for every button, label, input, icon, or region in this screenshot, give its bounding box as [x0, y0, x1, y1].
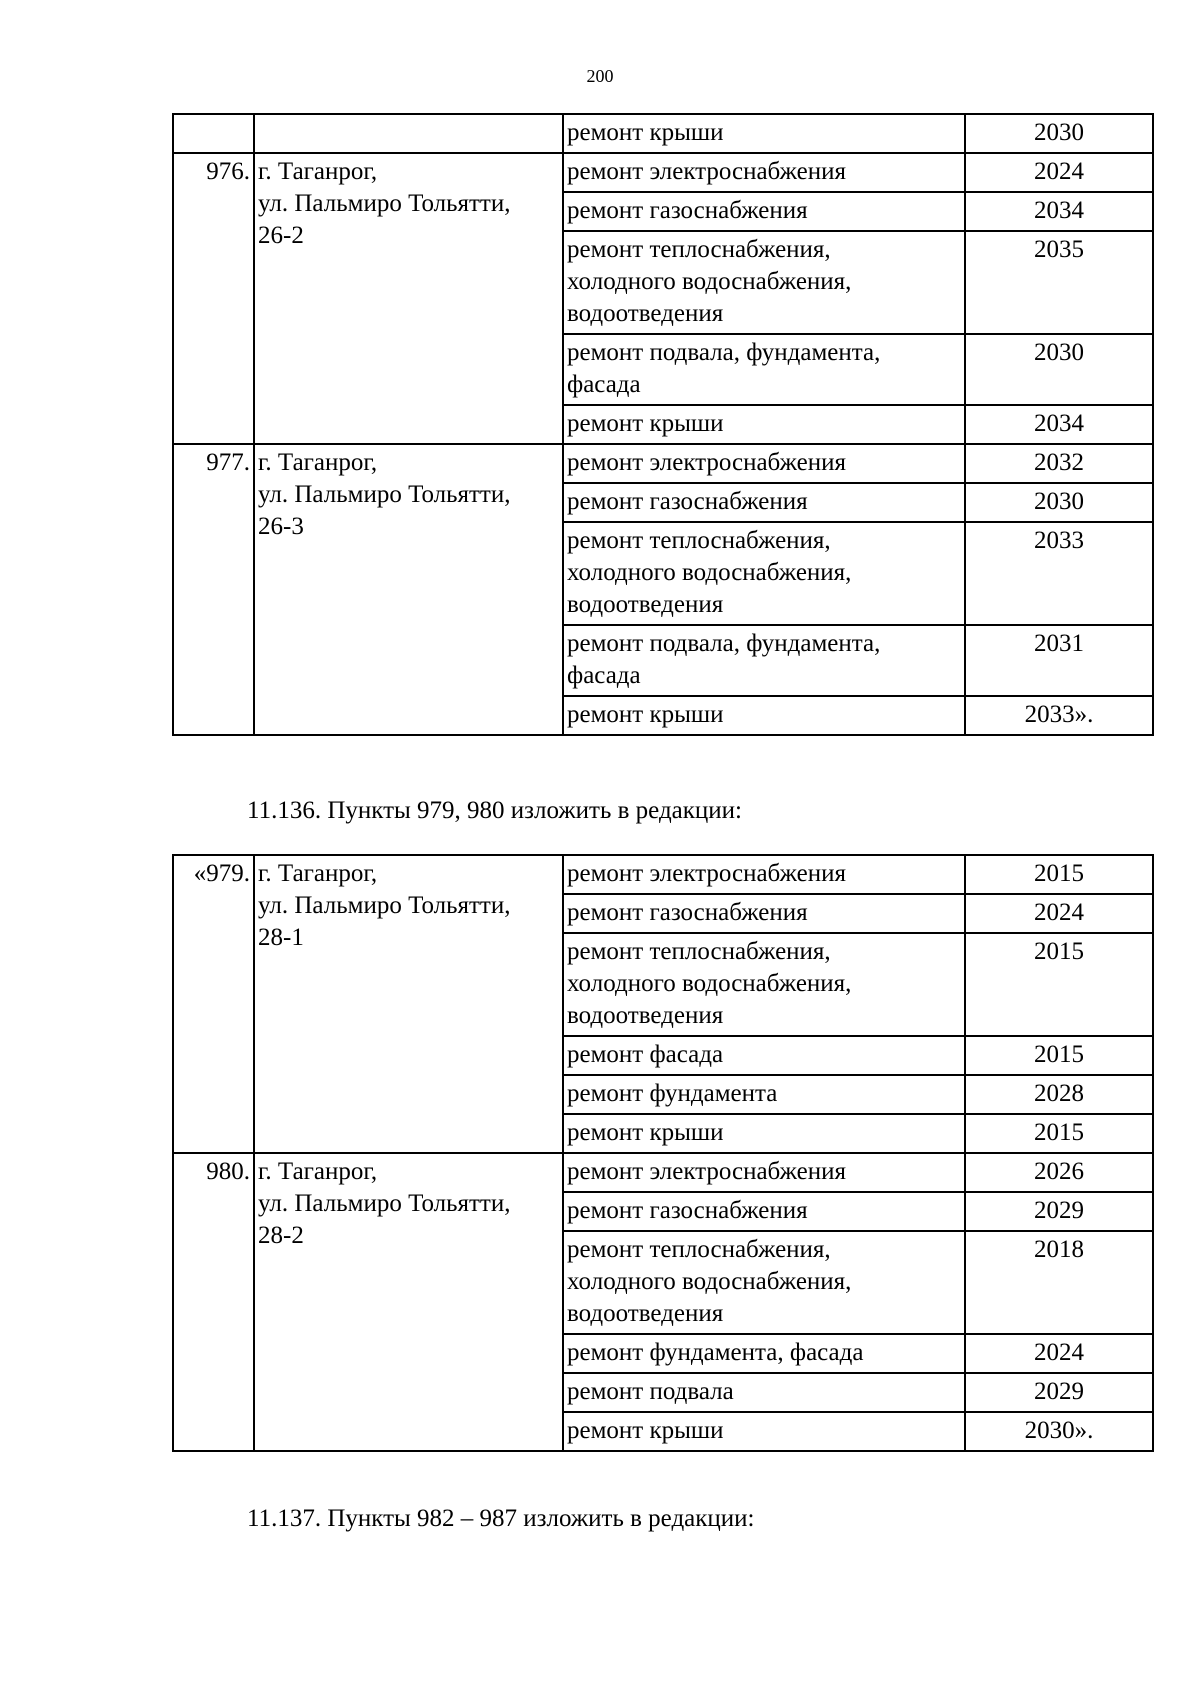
work-type-cell: [563, 483, 965, 522]
year-cell: 2029: [965, 1373, 1153, 1412]
work-type-cell: [563, 522, 965, 625]
work-type-line: ремонт крыши: [567, 701, 724, 728]
work-type-line: ремонт теплоснабжения,: [567, 236, 831, 263]
item-number: «979.: [173, 855, 254, 1153]
table-repair-schedule-2: [172, 854, 1154, 1452]
work-type-cell: [563, 1231, 965, 1334]
table-row: [173, 114, 1153, 153]
work-type-cell: [563, 444, 965, 483]
table-row: [173, 444, 1153, 483]
work-type-line: водоотведения: [567, 1300, 724, 1327]
year-cell: 2030: [965, 483, 1153, 522]
address-line: г. Таганрог,: [258, 860, 378, 887]
year-cell: 2034: [965, 405, 1153, 444]
work-type-cell: [563, 114, 965, 153]
year-cell: 2018: [965, 1231, 1153, 1334]
work-type-cell: [563, 405, 965, 444]
year-cell: 2030: [965, 334, 1153, 405]
work-type-cell: [563, 1153, 965, 1192]
work-type-line: водоотведения: [567, 1002, 724, 1029]
work-type-line: ремонт фундамента: [567, 1080, 778, 1107]
address-line: г. Таганрог,: [258, 158, 378, 185]
year-cell: 2015: [965, 855, 1153, 894]
work-type-cell: [563, 855, 965, 894]
year-cell: 2015: [965, 1114, 1153, 1153]
year-cell: 2034: [965, 192, 1153, 231]
work-type-cell: [563, 696, 965, 735]
item-number: 980.: [173, 1153, 254, 1451]
item-number: [173, 114, 254, 153]
address-cell: [254, 444, 563, 735]
address-line: г. Таганрог,: [258, 449, 378, 476]
work-type-line: холодного водоснабжения,: [567, 970, 852, 997]
table-body: [173, 114, 1153, 735]
work-type-line: ремонт газоснабжения: [567, 1197, 808, 1224]
item-number: 977.: [173, 444, 254, 735]
work-type-line: ремонт крыши: [567, 119, 724, 146]
work-type-line: ремонт фундамента, фасада: [567, 1339, 864, 1366]
address-cell: [254, 114, 563, 153]
address-line: 26-2: [258, 222, 304, 249]
work-type-cell: [563, 1192, 965, 1231]
year-cell: 2015: [965, 1036, 1153, 1075]
work-type-cell: [563, 1334, 965, 1373]
work-type-line: ремонт электроснабжения: [567, 1158, 846, 1185]
table-row: [173, 1153, 1153, 1192]
work-type-line: ремонт теплоснабжения,: [567, 527, 831, 554]
work-type-line: ремонт газоснабжения: [567, 899, 808, 926]
work-type-line: холодного водоснабжения,: [567, 559, 852, 586]
work-type-cell: [563, 894, 965, 933]
item-number: 976.: [173, 153, 254, 444]
table-row: [173, 855, 1153, 894]
year-cell: 2029: [965, 1192, 1153, 1231]
address-line: 28-1: [258, 924, 304, 951]
table-row: [173, 153, 1153, 192]
year-cell: 2035: [965, 231, 1153, 334]
work-type-cell: [563, 1373, 965, 1412]
work-type-line: ремонт подвала, фундамента,: [567, 339, 881, 366]
address-line: ул. Пальмиро Тольятти,: [258, 190, 511, 217]
address-line: ул. Пальмиро Тольятти,: [258, 1190, 511, 1217]
work-type-line: ремонт электроснабжения: [567, 449, 846, 476]
work-type-cell: [563, 153, 965, 192]
year-cell: 2015: [965, 933, 1153, 1036]
address-line: ул. Пальмиро Тольятти,: [258, 892, 511, 919]
work-type-cell: [563, 1075, 965, 1114]
year-cell: 2024: [965, 1334, 1153, 1373]
work-type-cell: [563, 192, 965, 231]
work-type-line: ремонт подвала, фундамента,: [567, 630, 881, 657]
year-cell: 2032: [965, 444, 1153, 483]
work-type-line: ремонт крыши: [567, 410, 724, 437]
work-type-line: ремонт теплоснабжения,: [567, 938, 831, 965]
work-type-line: холодного водоснабжения,: [567, 1268, 852, 1295]
year-cell: 2026: [965, 1153, 1153, 1192]
address-cell: [254, 153, 563, 444]
year-cell: 2024: [965, 894, 1153, 933]
work-type-cell: [563, 1412, 965, 1451]
work-type-line: водоотведения: [567, 591, 724, 618]
paragraph-items-979-980: 11.136. Пункты 979, 980 изложить в редакции:: [247, 797, 742, 824]
work-type-cell: [563, 933, 965, 1036]
address-line: 26-3: [258, 513, 304, 540]
table-repair-schedule-1: [172, 113, 1154, 736]
work-type-cell: [563, 231, 965, 334]
work-type-line: ремонт теплоснабжения,: [567, 1236, 831, 1263]
address-line: 28-2: [258, 1222, 304, 1249]
work-type-line: ремонт крыши: [567, 1417, 724, 1444]
work-type-line: ремонт газоснабжения: [567, 488, 808, 515]
work-type-cell: [563, 625, 965, 696]
work-type-line: ремонт электроснабжения: [567, 860, 846, 887]
work-type-line: фасада: [567, 371, 641, 398]
address-cell: [254, 1153, 563, 1451]
year-cell: 2031: [965, 625, 1153, 696]
work-type-line: ремонт подвала: [567, 1378, 734, 1405]
work-type-line: холодного водоснабжения,: [567, 268, 852, 295]
table-body: [173, 855, 1153, 1451]
year-cell: 2033».: [965, 696, 1153, 735]
work-type-line: ремонт фасада: [567, 1041, 724, 1068]
year-cell: 2030: [965, 114, 1153, 153]
work-type-line: фасада: [567, 662, 641, 689]
address-line: ул. Пальмиро Тольятти,: [258, 481, 511, 508]
work-type-cell: [563, 1036, 965, 1075]
address-cell: [254, 855, 563, 1153]
work-type-line: ремонт крыши: [567, 1119, 724, 1146]
year-cell: 2033: [965, 522, 1153, 625]
work-type-cell: [563, 334, 965, 405]
work-type-line: водоотведения: [567, 300, 724, 327]
address-line: г. Таганрог,: [258, 1158, 378, 1185]
work-type-line: ремонт электроснабжения: [567, 158, 846, 185]
year-cell: 2024: [965, 153, 1153, 192]
work-type-line: ремонт газоснабжения: [567, 197, 808, 224]
page-number: 200: [586, 66, 614, 86]
paragraph-items-982-987: 11.137. Пункты 982 – 987 изложить в редакции:: [247, 1505, 755, 1532]
work-type-cell: [563, 1114, 965, 1153]
year-cell: 2030».: [965, 1412, 1153, 1451]
year-cell: 2028: [965, 1075, 1153, 1114]
